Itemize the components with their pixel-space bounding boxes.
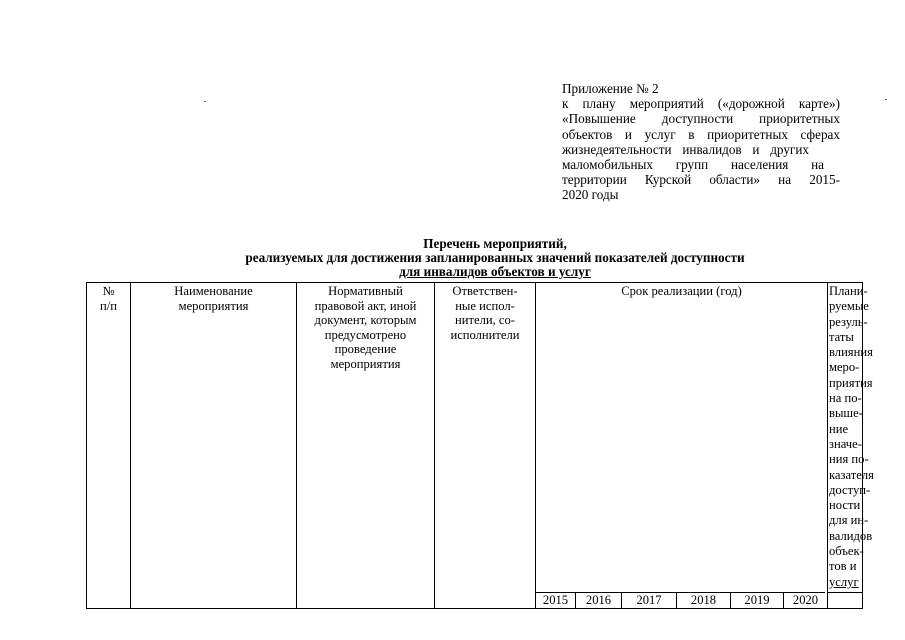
header-text: резуль- bbox=[829, 314, 868, 329]
header-number bbox=[87, 284, 130, 313]
header-text: предусмотрено bbox=[324, 327, 407, 342]
appendix-line: 2020 годы bbox=[562, 187, 619, 203]
appendix-line: маломобильных групп населения на bbox=[562, 157, 824, 173]
appendix-line: объектов и услуг в приоритетных сферах bbox=[562, 126, 840, 142]
header-text: Срок реализации (год) bbox=[621, 284, 742, 298]
header-text: п/п bbox=[100, 298, 117, 313]
year-2020: 2020 bbox=[792, 593, 819, 607]
header-text: доступ- bbox=[829, 482, 871, 497]
header-text: Наименование bbox=[174, 284, 253, 298]
column-divider bbox=[130, 283, 131, 608]
scan-speck bbox=[204, 101, 206, 102]
header-text: для ин- bbox=[829, 513, 869, 528]
column-divider bbox=[535, 283, 536, 608]
header-text: проведение bbox=[334, 342, 397, 357]
header-text: руемые bbox=[829, 299, 869, 314]
header-text: услуг bbox=[829, 574, 859, 589]
header-text: исполнители bbox=[450, 327, 520, 342]
scan-speck bbox=[885, 99, 887, 100]
column-divider bbox=[827, 283, 828, 608]
header-text: Плани- bbox=[829, 284, 868, 298]
header-text: приятия bbox=[829, 375, 873, 390]
years-row bbox=[536, 592, 825, 608]
header-text: ные испол- bbox=[455, 298, 515, 313]
header-text: меро- bbox=[829, 360, 860, 375]
header-text: нители, со- bbox=[455, 313, 515, 328]
header-text: Нормативный bbox=[328, 284, 403, 298]
header-name bbox=[131, 284, 296, 313]
title-line: реализуемых для достижения запланированных значений показателей доступности bbox=[245, 250, 745, 265]
appendix-line: жизнедеятельности инвалидов и других bbox=[562, 141, 809, 157]
header-text: № bbox=[102, 284, 115, 298]
header-text: значе- bbox=[829, 436, 862, 451]
header-text: валидов bbox=[829, 528, 873, 543]
appendix-line: «Повышение доступности приоритетных bbox=[562, 111, 840, 127]
header-text: таты bbox=[829, 329, 854, 344]
title-line: Перечень мероприятий, bbox=[423, 236, 567, 251]
results-divider bbox=[828, 592, 862, 593]
header-text: Ответствен- bbox=[452, 284, 518, 298]
year-2016: 2016 bbox=[585, 593, 612, 607]
header-text: ния по- bbox=[829, 452, 869, 467]
appendix-line: к плану мероприятий («дорожной карте») bbox=[562, 96, 840, 112]
header-text: тов и bbox=[829, 559, 857, 574]
title-line: для инвалидов объектов и услуг bbox=[399, 264, 591, 279]
appendix-block bbox=[562, 81, 840, 203]
appendix-line: территории Курской области» на 2015- bbox=[562, 172, 840, 188]
year-2015: 2015 bbox=[542, 593, 569, 607]
header-text: объек- bbox=[829, 544, 864, 559]
header-text: мероприятия bbox=[178, 298, 249, 313]
year-2017: 2017 bbox=[636, 593, 662, 607]
header-text: ности bbox=[829, 498, 861, 513]
header-text: мероприятия bbox=[330, 356, 401, 371]
header-text: влияния bbox=[829, 345, 873, 360]
header-text: ние bbox=[829, 421, 849, 436]
header-legal-act bbox=[297, 284, 434, 372]
header-text: казателя bbox=[829, 467, 874, 482]
year-2019: 2019 bbox=[744, 593, 770, 607]
header-planned-results bbox=[829, 284, 874, 590]
document-title bbox=[150, 237, 840, 279]
header-responsible bbox=[435, 284, 535, 342]
header-implementation-term bbox=[536, 284, 827, 299]
header-text: на по- bbox=[829, 391, 862, 406]
header-text: правовой акт, иной bbox=[314, 298, 417, 313]
header-text: документ, которым bbox=[314, 313, 417, 328]
year-2018: 2018 bbox=[690, 593, 717, 607]
header-text: выше- bbox=[829, 406, 863, 421]
appendix-line: Приложение № 2 bbox=[562, 81, 659, 96]
activities-table bbox=[86, 282, 874, 609]
